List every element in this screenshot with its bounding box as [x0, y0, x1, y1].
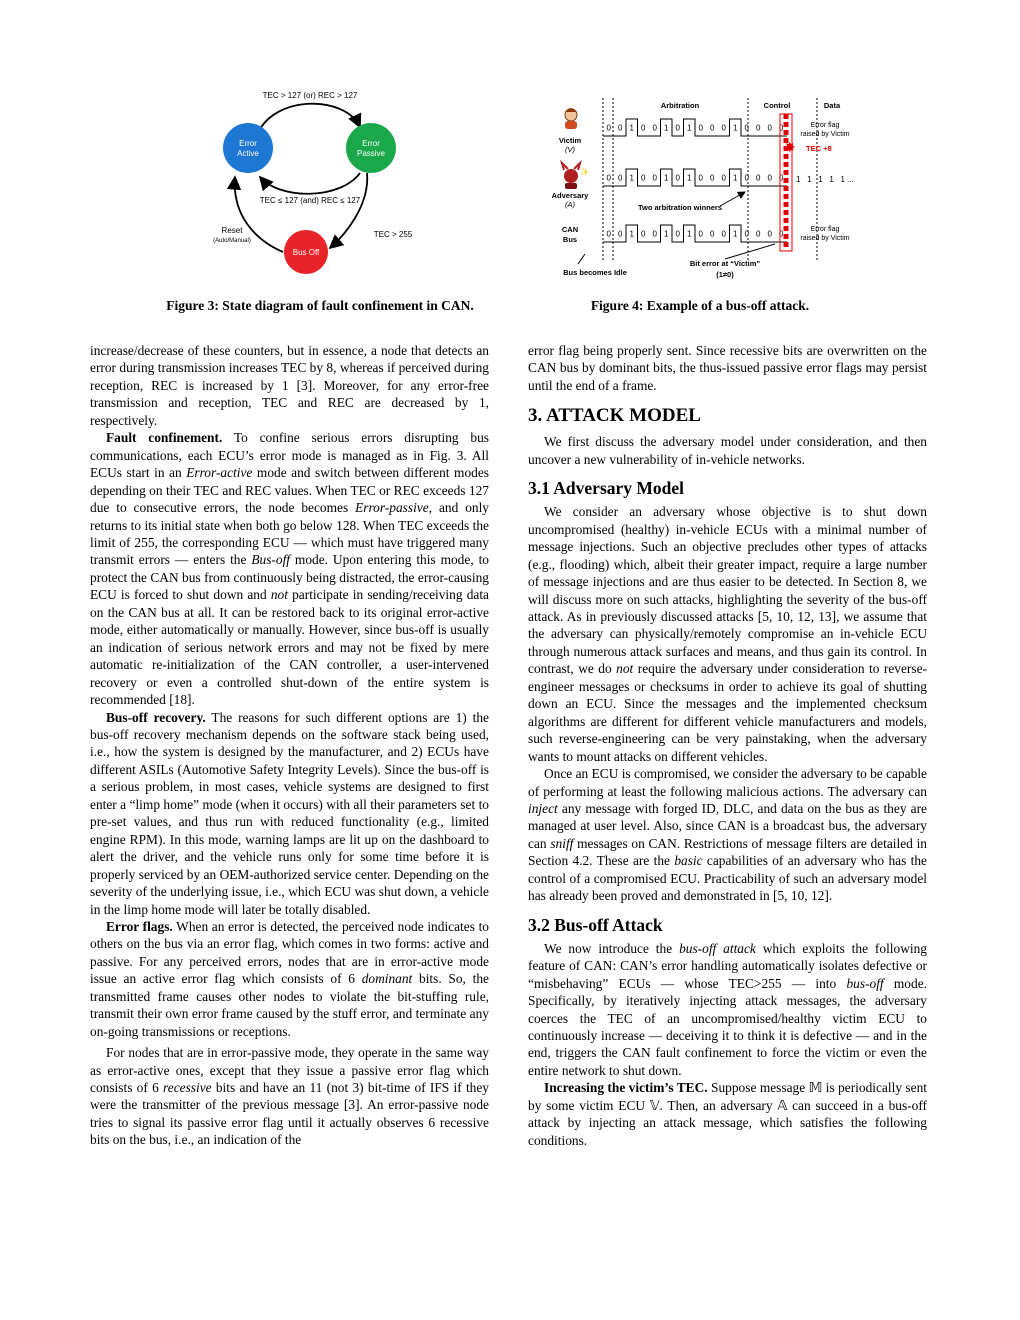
victim-bit-11: 1	[733, 123, 738, 133]
bus-bit-13: 0	[756, 229, 761, 239]
can-label: CAN	[561, 225, 579, 234]
adversary-bit-0: 0	[606, 173, 611, 183]
adversary-bit-13: 0	[756, 173, 761, 183]
bus-bit-11: 1	[733, 229, 738, 239]
edge-middle-label: TEC ≤ 127 (and) REC ≤ 127	[259, 196, 361, 205]
victim-bit-7: 1	[687, 123, 692, 133]
victim-bit-1: 0	[618, 123, 623, 133]
victim-error-flag-2: raised by Victim	[800, 131, 850, 138]
state-active-label-2: Active	[237, 149, 259, 158]
figure-4-bus-off-attack	[540, 94, 880, 284]
figure-4-caption: Figure 4: Example of a bus-off attack.	[590, 298, 810, 313]
edge-reset-sub-label: (Auto/Manual)	[213, 238, 251, 244]
bus-bit-5: 1	[664, 229, 669, 239]
bus-bit-15: 0	[779, 229, 784, 239]
tec-burst-icon: ✸	[784, 139, 796, 155]
section-3-2-heading: 3.2 Bus-off Attack	[528, 914, 663, 935]
victim-bit-13: 0	[756, 123, 761, 133]
bit-error-label-2: (1≠0)	[716, 270, 734, 279]
fault-confinement-paragraph: Fault confinement. To confine serious errors disrupting bus communications, each ECU’s error mode is managed as in Fig. 3. All ECUs start in an Error-active mode and switch between different modes depending on their TEC and REC values. When TEC or REC exceeds 127 due to consecutive errors, the node becomes Error-passive, and only returns to its initial state when both go below 128. When TEC exceeds the limit of 255, the corresponding ECU — which must have triggered many transmit errors — enters the Bus-off mode. Upon entering this mode, to protect the CAN bus from continuously being distracted, the error-causing ECU is forced to shut down and not participate in sending/receiving data on the CAN bus at all. It can be restored back to its original error-active mode, either automatically or manually. However, since bus-off is usually an indication of serious network errors and may not be fixed by mere automatic re-initialization of the CAN controller, a user-intervened recovery or even a controlled shut-down of the entire system is recommended [18].	[90, 430, 489, 708]
left-paragraph-1: increase/decrease of these counters, but in essence, a node that detects an error during transmission increases TEC by 8, whereas if perceived during reception, REC is increased by 1 [3]. Moreover, for any error-free transmission and reception, TEC and REC are decreased by 1, respectively.	[90, 343, 489, 428]
victim-bit-9: 0	[710, 123, 715, 133]
adversary-bit-12: 0	[744, 173, 749, 183]
bus-bit-7: 1	[687, 229, 692, 239]
adversary-bit-5: 1	[664, 173, 669, 183]
victim-label: Victim	[558, 136, 582, 145]
error-flags-paragraph: Error flags. When an error is detected, the perceived node indicates to others on the bus via an error flag, which comes in two forms: active and passive. For any perceived errors, nodes that are in error-active mode issue an active error flag which consists of 6 dominant bits. So, the transmitted frame causes other nodes to violate the bit-stuffing rule, transmit their own error frame caused by the stuff error, and terminate any on-going transmissions or receptions.	[90, 918, 490, 1039]
right-paragraph-1: error flag being properly sent. Since recessive bits are overwritten on the CAN bus by dominant bits, the thus-issued passive error flags may persist until the end of a frame.	[528, 343, 927, 393]
adversary-bit-14: 0	[767, 173, 772, 183]
adversary-label: Adversary	[551, 191, 589, 200]
victim-bit-4: 0	[652, 123, 657, 133]
victim-bit-2: 1	[629, 123, 634, 133]
attack-model-intro: We first discuss the adversary model under consideration, and then uncover a new vulnerability of in-vehicle networks.	[528, 434, 927, 467]
victim-error-flag-1: Error flag	[810, 122, 840, 129]
adversary-symbol: (A)	[565, 200, 575, 209]
victim-bit-15: 0	[779, 123, 784, 133]
adversary-model-paragraph: We consider an adversary whose objective is to shut down uncompromised (healthy) in-vehicle ECUs with a minimal number of message injections. Such an objective precludes other types of attacks (e.g., flooding) which, albeit their greater impact, require a large number of message injections and are thus easier to be detected. In Section 8, we will discuss more on such attacks, highlighting the severity of the bus-off attack. As in previously discussed attacks [5, 10, 12, 13], we assume that the adversary can physically/remotely compromise an in-vehicle ECU through numerous attack surfaces and means, and thus gain its control. In contrast, we do not require the adversary under consideration to reverse-engineer messages or checksums in order to achieve its goal of shutting down an ECU. Since the messages and the implemented checksum algorithms are different for different vehicle manufacturers and models, such reverse-engineering can be very painstaking, when the adversary wants to mount attacks on different vehicles.	[528, 504, 927, 764]
bit-error-label-1: Bit error at “Victim”	[689, 259, 761, 268]
increasing-tec-paragraph: Increasing the victim’s TEC. Suppose message 𝕄 is periodically sent by some victim ECU 𝕍. Then, an adversary 𝔸 can succeed in a bus-off attack by injecting an attack message, which satisfies the following conditions.	[528, 1080, 927, 1148]
adversary-bit-9: 0	[710, 173, 715, 183]
victim-bit-8: 0	[698, 123, 703, 133]
left-column	[90, 342, 489, 1149]
bus-off-recovery-paragraph: Bus-off recovery. The reasons for such different options are 1) the bus-off recovery mechanism depends on the software stack being used, i.e., how the system is designed by the manufacturer, and 2) ECUs have different ASILs (Automotive Safety Integrity Levels). Since the bus-off is a serious problem, in most cases, vehicle systems are designed to first enter a “limp home” mode (when it occurs) with all their parameters set to pre-set values, and thus run with reduced functionality (e.g., limited engine RPM). In this mode, warning lamps are lit up on the dashboard to alert the driver, and the vehicle runs only for some time before it is properly serviced by an OEM-authorized service center. Depending on the severity of the underlying issue, i.e., which ECU was shut down, a vehicle in the limp home mode will later be totally disabled.	[90, 709, 489, 917]
adversary-bit-2: 1	[629, 173, 634, 183]
adversary-bit-10: 0	[721, 173, 726, 183]
adversary-capabilities-paragraph: Once an ECU is compromised, we consider the adversary to be capable of performing at least the following malicious actions. The adversary can inject any message with forged ID, DLC, and data on the bus as they are managed at user level. Also, since CAN is a broadcast bus, the adversary can sniff messages on CAN. Restrictions of message filters are detailed in Section 4.2. These are the basic capabilities of an adversary who has the control of a compromised ECU. Practicability of such an adversary model has already been proved and demonstrated in [5, 10, 12].	[528, 766, 927, 904]
state-busoff-label: Bus Off	[292, 248, 320, 257]
adversary-bit-4: 0	[652, 173, 657, 183]
adversary-bit-11: 1	[733, 173, 738, 183]
bus-bit-14: 0	[767, 229, 772, 239]
section-3-heading: 3. ATTACK MODEL	[528, 405, 701, 427]
victim-symbol: (V)	[565, 145, 575, 154]
bus-bit-2: 1	[629, 229, 634, 239]
header-data: Data	[823, 101, 841, 110]
bus-bit-12: 0	[744, 229, 749, 239]
bus-bit-8: 0	[698, 229, 703, 239]
bus-label: Bus	[562, 235, 578, 244]
edge-top-label: TEC > 127 (or) REC > 127	[262, 91, 358, 100]
tec-plus-8: TEC +8	[806, 144, 832, 153]
bus-becomes-idle: Bus becomes Idle	[563, 268, 627, 277]
victim-bit-6: 0	[675, 123, 680, 133]
adversary-bit-7: 1	[687, 173, 692, 183]
victim-bit-3: 0	[641, 123, 646, 133]
adversary-bit-3: 0	[641, 173, 646, 183]
header-control: Control	[763, 101, 791, 110]
bus-bit-1: 0	[618, 229, 623, 239]
section-3-1-heading: 3.1 Adversary Model	[528, 478, 685, 499]
adversary-data-bits: 1 1 1 1 1 ...	[796, 175, 854, 184]
victim-icon	[565, 108, 577, 129]
bus-bit-4: 0	[652, 229, 657, 239]
state-passive-label-1: Error	[362, 139, 380, 148]
right-column	[528, 342, 927, 1149]
adversary-icon	[562, 163, 589, 189]
edge-reset-label: Reset	[221, 226, 243, 235]
victim-bit-14: 0	[767, 123, 772, 133]
svg-text:✨: ✨	[580, 169, 589, 176]
bus-bit-3: 0	[641, 229, 646, 239]
bus-error-flag-1: Error flag	[810, 226, 840, 233]
edge-right-label: TEC > 255	[373, 230, 413, 239]
adversary-bit-6: 0	[675, 173, 680, 183]
victim-bit-0: 0	[606, 123, 611, 133]
victim-bit-10: 0	[721, 123, 726, 133]
figure-3-caption: Figure 3: State diagram of fault confinement in CAN.	[166, 298, 474, 313]
bus-bit-0: 0	[606, 229, 611, 239]
state-passive-label-2: Passive	[356, 149, 386, 158]
state-error-passive	[346, 123, 396, 173]
error-passive-paragraph: For nodes that are in error-passive mode, they operate in the same way as error-active ones, except that they issue a passive error flag which consists of 6 recessive bits and have an 11 (not 3) bit-time of IFS if they were the transmitter of the previous message [3]. An error-passive node tries to signal its passive error flag until it actually observes 6 recessive bits on the bus, i.e., an indication of the	[90, 1045, 489, 1148]
bus-bit-9: 0	[710, 229, 715, 239]
two-arbitration-winners: Two arbitration winners	[637, 203, 723, 212]
figure-3-state-diagram	[180, 85, 460, 280]
adversary-bit-8: 0	[698, 173, 703, 183]
adversary-bit-1: 0	[618, 173, 623, 183]
state-active-label-1: Error	[239, 139, 257, 148]
victim-bit-5: 1	[664, 123, 669, 133]
adversary-bit-15: 0	[779, 173, 784, 183]
victim-bit-12: 0	[744, 123, 749, 133]
state-error-active	[223, 123, 273, 173]
bus-bit-10: 0	[721, 229, 726, 239]
header-arbitration: Arbitration	[660, 101, 700, 110]
bus-off-attack-paragraph: We now introduce the bus-off attack which exploits the following feature of CAN: CAN’s error handling automatically isolates defective or “misbehaving” ECUs — whose TEC>255 — into bus-off mode. Specifically, by iteratively injecting attack messages, the adversary coerces the TEC of an uncompromised/healthy victim ECU to continuously increase — deceiving it to think it is defective — and in the end, triggers the CAN fault confinement to force the victim or even the entire network to shut down.	[528, 940, 927, 1078]
bus-bit-6: 0	[675, 229, 680, 239]
bus-error-flag-2: raised by Victim	[800, 235, 850, 242]
